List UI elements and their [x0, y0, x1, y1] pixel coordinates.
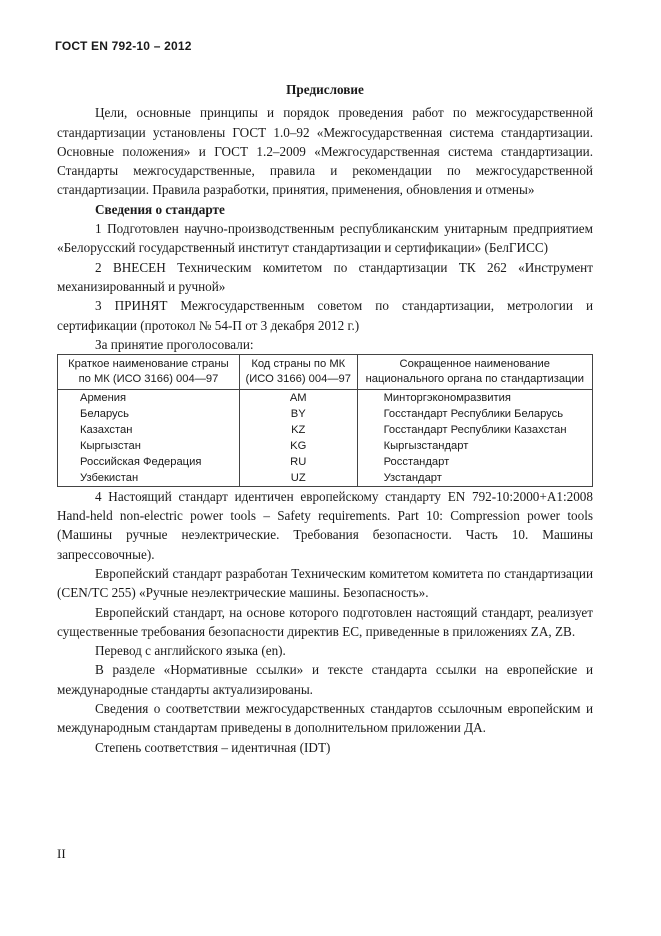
document-code-header: ГОСТ EN 792-10 – 2012: [55, 39, 192, 53]
correspondence-paragraph: Сведения о соответствии межгосударственных стандартов ссылочным европейским и международным стандартам приведены в дополнительном приложении ДА.: [57, 701, 593, 736]
table-header-row: [58, 355, 593, 390]
table-row: [58, 422, 593, 438]
national-body: Минторгэкономразвития: [357, 389, 592, 406]
table-row: [58, 389, 593, 406]
national-body: Узстандарт: [357, 470, 592, 487]
country-name: Казахстан: [58, 422, 240, 438]
country-code: UZ: [239, 470, 357, 487]
voting-states-table: [57, 354, 593, 487]
directives-paragraph: Европейский стандарт, на основе которого подготовлен настоящий стандарт, реализует существенные требования безопасности директив ЕС, приведенные в приложениях ZA, ZB.: [57, 604, 593, 639]
vote-label: За принятие проголосовали:: [95, 336, 254, 352]
country-name: Узбекистан: [58, 470, 240, 487]
item-3-paragraph: 3 ПРИНЯТ Межгосударственным советом по стандартизации, метрологии и сертификации (протокол № 54-П от 3 декабря 2012 г.): [57, 298, 593, 333]
country-code: BY: [239, 406, 357, 422]
country-name: Кыргызстан: [58, 438, 240, 454]
committee-paragraph: Европейский стандарт разработан Техническим комитетом комитета по стандартизации (CEN/TC 255) «Ручные неэлектрические машины. Безопасность».: [57, 565, 593, 601]
table-row: [58, 470, 593, 487]
foreword-title: Предисловие: [286, 82, 364, 97]
table-row: [58, 454, 593, 470]
country-code: RU: [239, 454, 357, 470]
foreword-section: [57, 80, 593, 757]
foreword-intro-paragraph: Цели, основные принципы и порядок проведения работ по межгосударственной стандартизации установлены ГОСТ 1.0–92 «Межгосударственная система стандартизации. Основные положения» и ГОСТ 1.2–2009 «Межгосударственная система стандартизации. Стандарты межгосударственные, правила и рекомендации по межгосударственной стандартизации. Правила разработки, принятия, применения, обновления и отмены»: [57, 105, 593, 198]
item-2-paragraph: 2 ВНЕСЕН Техническим комитетом по стандартизации ТК 262 «Инструмент механизированный и ручной»: [57, 259, 593, 294]
degree-paragraph: Степень соответствия – идентичная (IDT): [95, 739, 331, 755]
page-number: II: [57, 846, 66, 861]
country-code: AM: [239, 389, 357, 406]
table-row: [58, 406, 593, 422]
national-body: Росстандарт: [357, 454, 592, 470]
national-body: Госстандарт Республики Беларусь: [357, 406, 592, 422]
country-name: Российская Федерация: [58, 454, 240, 470]
standard-info-title: Сведения о стандарте: [95, 201, 225, 217]
country-code: KZ: [239, 422, 357, 438]
national-body: Кыргызстандарт: [357, 438, 592, 454]
country-code: KG: [239, 438, 357, 454]
national-body: Госстандарт Республики Казахстан: [357, 422, 592, 438]
column-header-national-body: Сокращенное наименование национального органа по стандартизации: [357, 355, 592, 390]
references-paragraph: В разделе «Нормативные ссылки» и тексте стандарта ссылки на европейские и международные стандарты актуализированы.: [57, 662, 593, 697]
country-name: Беларусь: [58, 406, 240, 422]
column-header-code: Код страны по МК (ИСО 3166) 004—97: [239, 355, 357, 390]
column-header-country: Краткое наименование страны по МК (ИСО 3166) 004—97: [58, 355, 240, 390]
item-1-paragraph: 1 Подготовлен научно-производственным республиканским унитарным предприятием «Белорусский государственный институт стандартизации и сертификации» (БелГИСС): [57, 221, 593, 256]
item-4-paragraph: 4 Настоящий стандарт идентичен европейскому стандарту EN 792-10:2000+A1:2008 Hand-held non-electric power tools – Safety requirements. Part 10: Compression power tools (Машины ручные неэлектрические. Требования безопасности. Часть 10. Машины запрессовочные).: [57, 488, 593, 562]
translation-paragraph: Перевод с английского языка (en).: [95, 643, 286, 659]
table-row: [58, 438, 593, 454]
country-name: Армения: [58, 389, 240, 406]
